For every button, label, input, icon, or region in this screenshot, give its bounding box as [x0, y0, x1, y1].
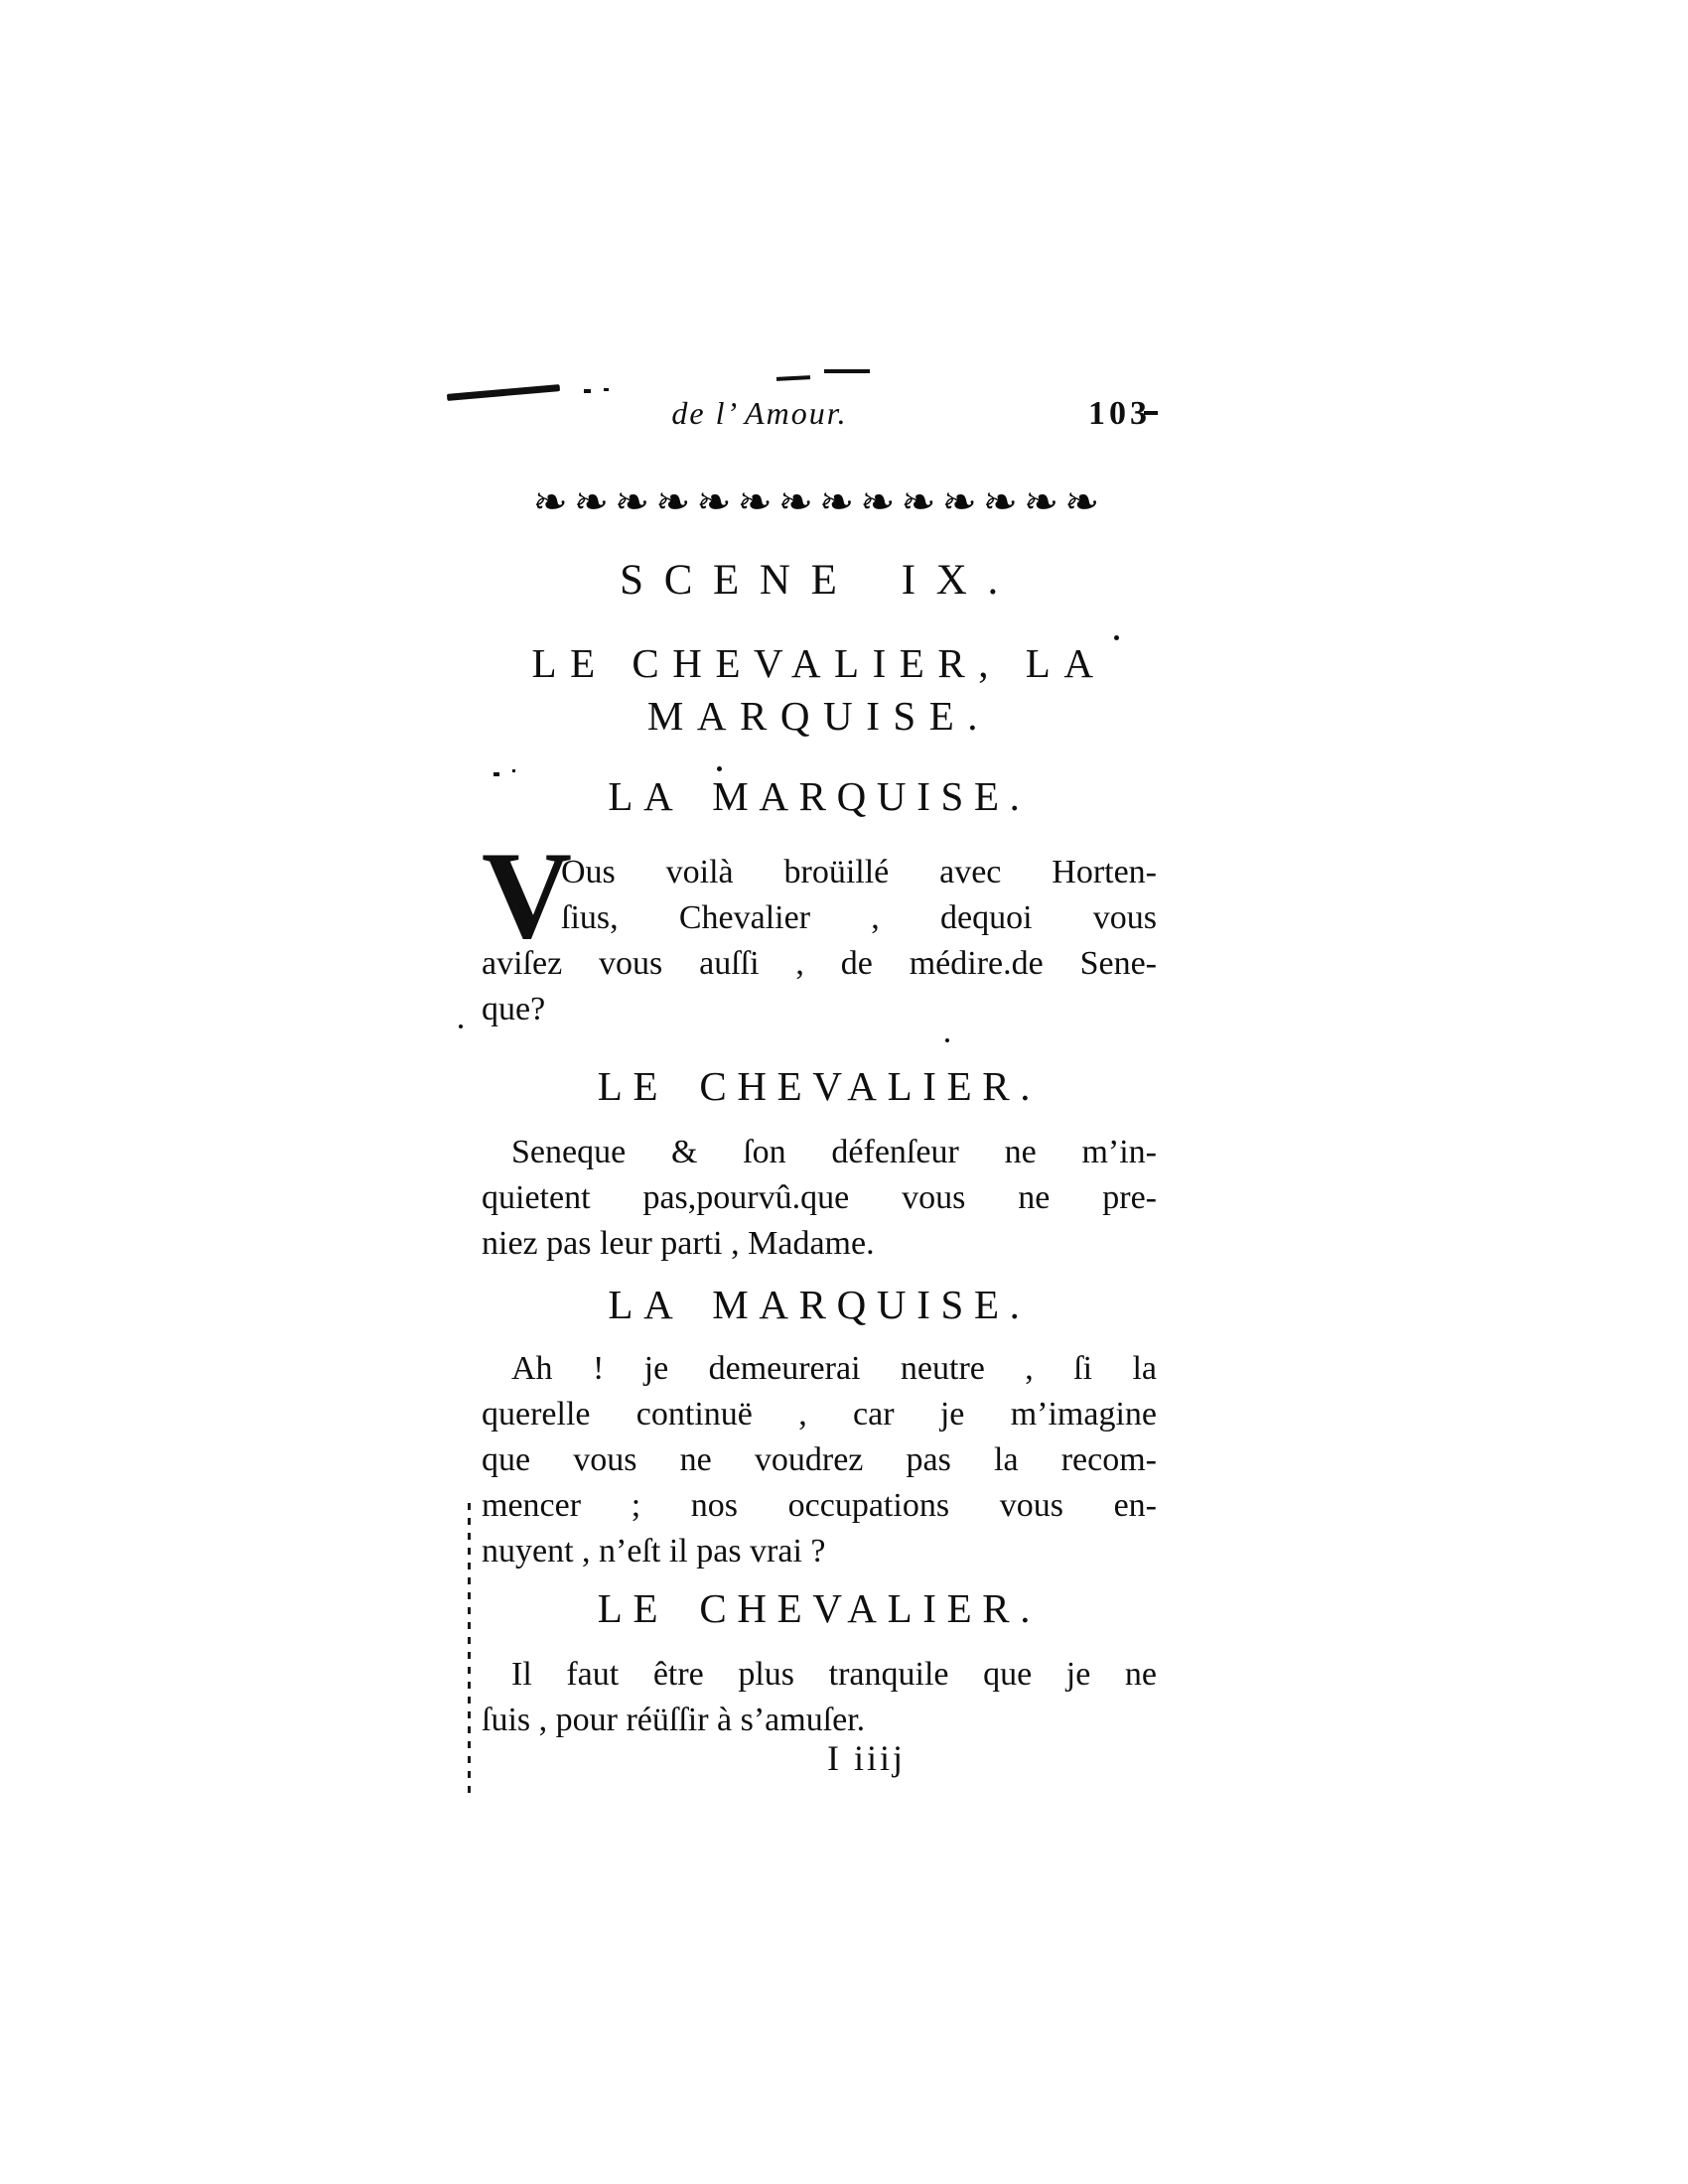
dialogue-line: Ous voilà broüillé avec Horten-	[561, 854, 1157, 890]
dialogue-line: niez pas leur parti , Madame.	[482, 1225, 875, 1262]
signature-mark: I iiij	[827, 1738, 906, 1778]
dialogue-paragraph	[482, 1346, 1157, 1574]
dialogue-line: aviſez vous auſſi , de médire.de Sene-	[482, 945, 1157, 982]
dialogue-line: ſius, Chevalier , dequoi vous	[561, 899, 1157, 936]
cast-line: MARQUISE.	[646, 693, 992, 739]
dialogue-line: que vous ne voudrez pas la recom-	[482, 1441, 1157, 1478]
dialogue-line: mencer ; nos occupations vous en-	[482, 1487, 1157, 1524]
text-block	[482, 367, 1157, 1817]
cast-line: LE CHEVALIER, LA	[531, 640, 1107, 686]
fleuron-ornament-band: ❧❧❧❧❧❧❧❧❧❧❧❧❧❧	[532, 478, 1106, 526]
drop-cap-v: V	[482, 827, 572, 965]
scan-artifact-margin-bleed	[468, 1503, 471, 1801]
scene-heading: SCENE IX.	[620, 557, 1019, 604]
dialogue-line: ſuis , pour réüſſir à s’amuſer.	[482, 1702, 866, 1738]
cast-list	[482, 637, 1157, 743]
speaker-heading-le-chevalier: LE CHEVALIER.	[597, 1063, 1042, 1109]
speaker-heading-la-marquise: LA MARQUISE.	[608, 1282, 1031, 1327]
page-number: 103	[1088, 395, 1151, 432]
dialogue-line: quietent pas,pourvû.que vous ne pre-	[482, 1179, 1157, 1216]
dialogue-line: nuyent , n’eſt il pas vrai ?	[482, 1533, 826, 1570]
speaker-heading-le-chevalier: LE CHEVALIER.	[597, 1585, 1042, 1631]
dialogue-paragraph	[482, 1130, 1157, 1267]
scan-artifact-speck	[459, 1024, 463, 1028]
running-head-title: de l’ Amour.	[671, 395, 848, 431]
dialogue-line: que?	[482, 991, 546, 1027]
dialogue-line: Seneque & ſon défenſeur ne m’in-	[511, 1134, 1157, 1170]
dialogue-paragraph	[482, 827, 1157, 1032]
dialogue-line: Il faut être plus tranquile que je ne	[511, 1656, 1157, 1693]
dialogue-paragraph	[482, 1652, 1157, 1743]
dialogue-line: querelle continuë , car je m’imagine	[482, 1396, 1157, 1433]
dialogue-line: Ah ! je demeurerai neutre , ſi la	[511, 1350, 1157, 1387]
page-header	[482, 389, 1157, 441]
speaker-heading-la-marquise: LA MARQUISE.	[608, 773, 1031, 819]
